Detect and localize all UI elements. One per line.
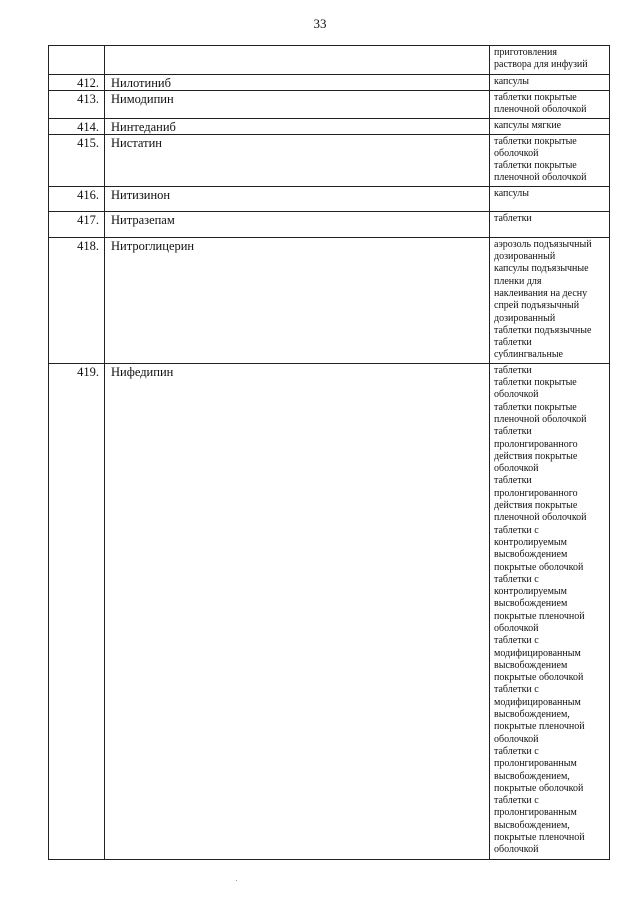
drug-name: Нитроглицерин (105, 237, 490, 363)
dosage-form-line: модифицированным (494, 647, 581, 659)
dosage-form-line: таблетки (494, 426, 532, 438)
dosage-form-line: покрытые оболочкой (494, 782, 584, 794)
row-number: 416. (49, 186, 105, 211)
dosage-form-line: оболочкой (494, 844, 539, 856)
dosage-form-line: раствора для инфузий (494, 59, 588, 71)
dosage-form-line: контролируемым (494, 586, 567, 598)
row-number: 418. (49, 237, 105, 363)
table-row (49, 186, 610, 211)
dosage-form-line: таблетки с (494, 684, 539, 696)
dosage-forms (490, 134, 610, 186)
row-number: 414. (49, 118, 105, 134)
dosage-form-line: высвобождением (494, 598, 568, 610)
drug-name: Нитизинон (105, 186, 490, 211)
dosage-form-line: таблетки (494, 364, 532, 376)
dosage-form-line: таблетки покрытые (494, 377, 577, 389)
dosage-form-line: действия покрытые (494, 500, 578, 512)
drug-name: Нилотиниб (105, 75, 490, 91)
scan-speck (236, 880, 237, 881)
dosage-form-line: капсулы подъязычные (494, 263, 589, 275)
dosage-forms (490, 118, 610, 134)
drug-name: Нифедипин (105, 363, 490, 859)
dosage-form-line: оболочкой (494, 622, 539, 634)
dosage-form-line: дозированный (494, 251, 556, 263)
dosage-forms (490, 75, 610, 91)
drug-name: Нитразепам (105, 211, 490, 237)
dosage-form-line: действия покрытые (494, 450, 578, 462)
dosage-form-line: пролонгированного (494, 487, 578, 499)
dosage-form-line: покрытые пленочной (494, 610, 585, 622)
row-number: 417. (49, 211, 105, 237)
dosage-form-line: высвобождением (494, 659, 568, 671)
drug-table (48, 45, 610, 860)
row-number: 419. (49, 363, 105, 859)
dosage-form-line: оболочкой (494, 463, 539, 475)
dosage-form-line: модифицированным (494, 696, 581, 708)
dosage-forms (490, 186, 610, 211)
dosage-form-line: высвобождением, (494, 709, 570, 721)
dosage-forms (490, 46, 610, 75)
dosage-form-line: оболочкой (494, 147, 539, 159)
drug-name: Нинтеданиб (105, 118, 490, 134)
table-row (49, 46, 610, 75)
dosage-form-line: таблетки с (494, 635, 539, 647)
table-row (49, 118, 610, 134)
dosage-form-line: таблетки покрытые (494, 160, 577, 172)
dosage-forms (490, 237, 610, 363)
dosage-form-line: оболочкой (494, 389, 539, 401)
dosage-form-line: пленочной оболочкой (494, 512, 587, 524)
dosage-form-line: сублингвальные (494, 349, 563, 361)
dosage-form-line: таблетки покрытые (494, 92, 577, 103)
dosage-form-line: покрытые оболочкой (494, 561, 584, 573)
table-row (49, 363, 610, 859)
dosage-form-line: высвобождением (494, 549, 568, 561)
dosage-form-line: капсулы (494, 187, 529, 199)
dosage-form-line: таблетки с (494, 745, 539, 757)
drug-name: Нистатин (105, 134, 490, 186)
dosage-form-line: пролонгированным (494, 758, 577, 770)
dosage-form-line: аэрозоль подъязычный (494, 238, 592, 250)
dosage-form-line: наклеивания на десну (494, 287, 588, 299)
dosage-form-line: таблетки покрытые (494, 401, 577, 413)
dosage-form-line: пленочной оболочкой (494, 172, 587, 184)
dosage-form-line: покрытые пленочной (494, 832, 585, 844)
dosage-form-line: высвобождением, (494, 770, 570, 782)
table-row (49, 91, 610, 119)
drug-name: Нимодипин (105, 91, 490, 119)
dosage-form-line: пролонгированного (494, 438, 578, 450)
dosage-form-line: таблетки с (494, 795, 539, 807)
dosage-form-line: пленочной оболочкой (494, 413, 587, 425)
drug-name (105, 46, 490, 75)
dosage-form-line: приготовления (494, 47, 557, 58)
dosage-form-line: пленочной оболочкой (494, 104, 587, 116)
dosage-form-line: таблетки (494, 475, 532, 487)
dosage-form-line: покрытые пленочной (494, 721, 585, 733)
dosage-form-line: капсулы (494, 76, 529, 87)
dosage-form-line: таблетки покрытые (494, 135, 577, 147)
row-number (49, 46, 105, 75)
dosage-form-line: пленки для (494, 275, 542, 287)
row-number: 415. (49, 134, 105, 186)
dosage-form-line: дозированный (494, 312, 556, 324)
dosage-form-line: контролируемым (494, 536, 567, 548)
table-row (49, 134, 610, 186)
row-number: 413. (49, 91, 105, 119)
dosage-form-line: высвобождением, (494, 819, 570, 831)
dosage-form-line: таблетки с (494, 573, 539, 585)
page-number: 33 (313, 16, 327, 31)
dosage-form-line: таблетки (494, 337, 532, 349)
dosage-form-line: покрытые оболочкой (494, 672, 584, 684)
table-row (49, 75, 610, 91)
dosage-form-line: спрей подъязычный (494, 300, 580, 312)
dosage-form-line: капсулы мягкие (494, 119, 562, 131)
dosage-form-line: таблетки подъязычные (494, 324, 592, 336)
dosage-form-line: таблетки (494, 212, 532, 224)
table-row (49, 237, 610, 363)
dosage-form-line: таблетки с (494, 524, 539, 536)
dosage-forms (490, 91, 610, 119)
row-number: 412. (49, 75, 105, 91)
dosage-form-line: пролонгированным (494, 807, 577, 819)
table-row (49, 211, 610, 237)
dosage-forms (490, 363, 610, 859)
dosage-forms (490, 211, 610, 237)
dosage-form-line: оболочкой (494, 733, 539, 745)
